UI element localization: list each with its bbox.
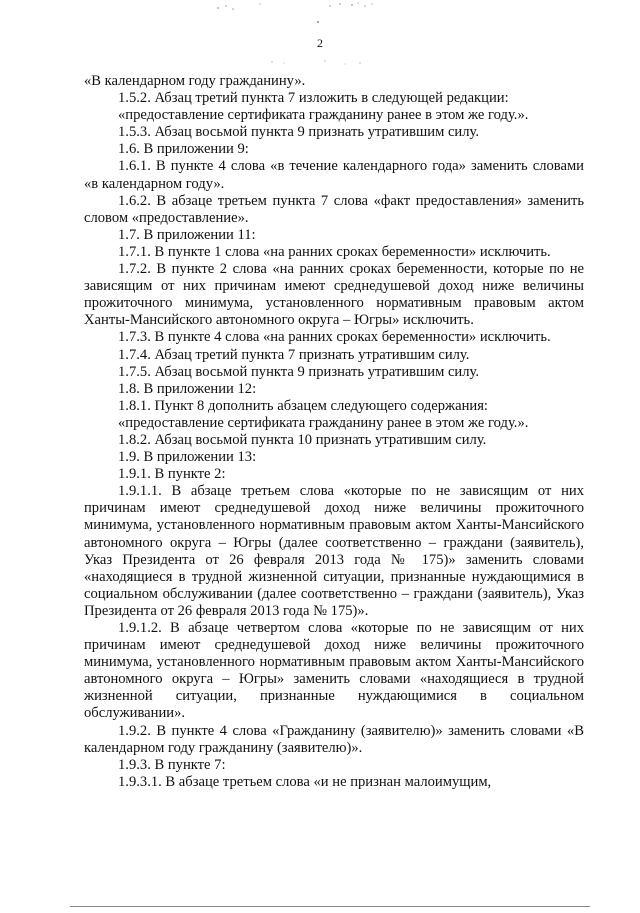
paragraph: 1.7.1. В пункте 1 слова «на ранних сроках беременности» исключить. [118, 243, 551, 260]
paragraph: 1.7. В приложении 11: [118, 226, 256, 243]
paragraph: 1.7.2. В пункте 2 слова «на ранних сроках беременности, которые по не зависящим от них причинам имеют среднедушевой доход ниже величины прожиточного минимума, установленного нормативным правовым актом Ханты-Мансийского автономного округа – Югры» исключить. [84, 261, 584, 329]
paragraph: 1.6. В приложении 9: [118, 141, 249, 158]
paragraph: 1.9. В приложении 13: [118, 449, 257, 466]
paragraph: 1.5.2. Абзац третий пункта 7 изложить в следующей редакции: [118, 90, 509, 107]
paragraph: 1.9.1. В пункте 2: [118, 466, 226, 483]
paragraph: 1.7.4. Абзац третий пункта 7 признать утратившим силу. [118, 346, 470, 363]
paragraph: 1.8.2. Абзац восьмой пункта 10 признать утратившим силу. [118, 431, 487, 448]
bottom-edge-line [70, 906, 590, 907]
paragraph: 1.7.3. В пункте 4 слова «на ранних сроках беременности» исключить. [118, 329, 551, 346]
paragraph: «предоставление сертификата гражданину ранее в этом же году.». [118, 414, 529, 431]
paragraph: 1.9.1.1. В абзаце третьем слова «которые по не зависящим от них причинам имеют среднедушевой доход ниже величины прожиточного минимума, установленного нормативным правовым актом Ханты-Мансийского автономного округа – Югры (далее соответственно – граждани (заявитель), Указ Президента от 26 февраля 2013 года № 175)» заменить словами «находящиеся в трудной жизненной ситуации, признанные нуждающимися в социальном обслуживании (далее соответственно – граждани (заявитель), Указ Президента от 26 февраля 2013 года № 175)». [84, 483, 584, 619]
paragraph: 1.6.1. В пункте 4 слова «в течение календарного года» заменить словами «в календарном году». [84, 158, 584, 192]
paragraph: 1.7.5. Абзац восьмой пункта 9 признать утратившим силу. [118, 363, 480, 380]
paragraph: 1.6.2. В абзаце третьем пункта 7 слова «факт предоставления» заменить словом «предоставление». [84, 192, 584, 226]
paragraph: «В календарном году гражданину». [84, 73, 306, 89]
paragraph: 1.9.3. В пункте 7: [118, 756, 226, 773]
page-number: 2 [317, 36, 323, 50]
paragraph: 1.9.2. В пункте 4 слова «Гражданину (заявителю)» заменить словами «В календарном году гражданину (заявителю)». [84, 722, 584, 756]
document-body [84, 73, 584, 791]
paragraph: 1.5.3. Абзац восьмой пункта 9 признать утратившим силу. [118, 124, 480, 141]
paragraph: 1.8. В приложении 12: [118, 380, 257, 397]
paragraph: 1.9.1.2. В абзаце четвертом слова «которые по не зависящим от них причинам имеют среднедушевой доход ниже величины прожиточного минимума, установленного нормативным правовым актом Ханты-Мансийского автономного округа – Югры» заменить словами «находящиеся в трудной жизненной ситуации, признанные нуждающимися в социальном обслуживании». [84, 620, 584, 722]
paragraph: 1.8.1. Пункт 8 дополнить абзацем следующего содержания: [118, 397, 488, 414]
paragraph: 1.9.3.1. В абзаце третьем слова «и не признан малоимущим, [118, 773, 492, 790]
paragraph: «предоставление сертификата гражданину ранее в этом же году.». [118, 107, 529, 124]
